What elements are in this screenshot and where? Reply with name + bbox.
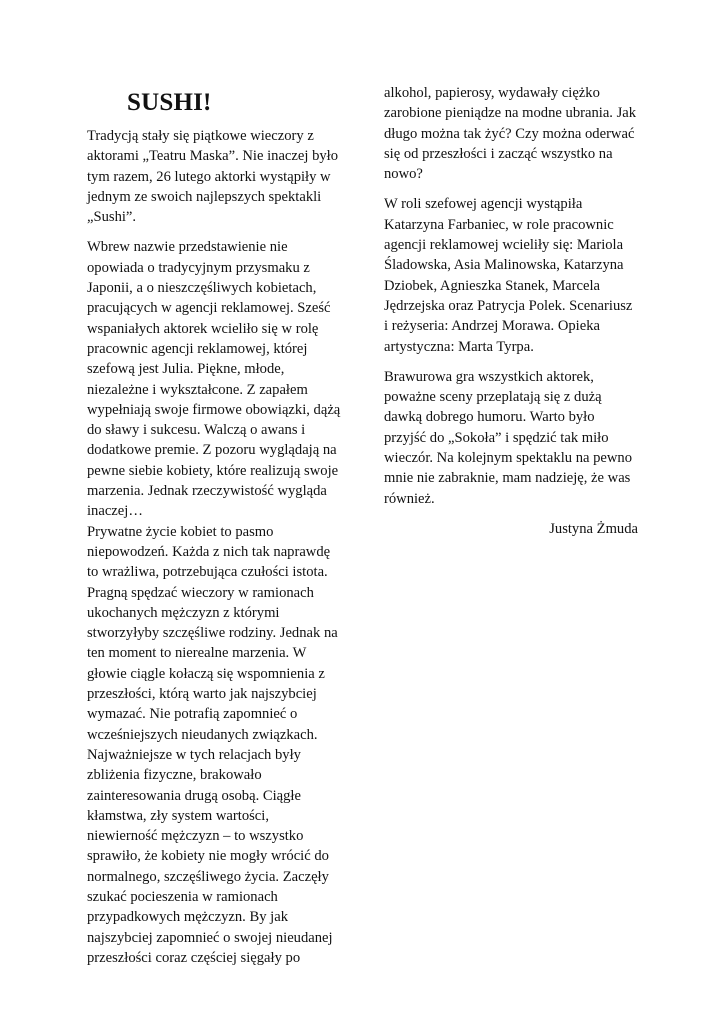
paragraph-intro: Tradycją stały się piątkowe wieczory z aktorami „Teatru Maska”. Nie inaczej było tym razem, 26 lutego aktorki wystąpiły w jednym ze swoich najlepszych spektakli „Sushi”. [87, 128, 339, 226]
paragraph-private-life: Prywatne życie kobiet to pasmo niepowodzeń. Każda z nich tak naprawdę to wrażliwa, potrzebująca czułości istota. Pragną spędzać wieczory w ramionach ukochanych mężczyzn z którymi stworzyłyby szczęśliwe rodziny. Jednak na ten moment to nierealne marzenia. W głowie ciągle kołaczą się wspomnienia z przeszłości, którą warto jak najszybciej wymazać. Nie potrafią zapomnieć o wcześniejszych nieudanych związkach. Najważniejsze w tych relacjach były zbliżenia fizyczne, brakowało zainteresowania drugą osobą. Ciągłe kłamstwa, zły system wartości, niewierność mężczyzn – to wszystko sprawiło, że kobiety nie mogły wrócić do normalnego, szczęśliwego życia. Zaczęły szukać pocieszenia w ramionach przypadkowych mężczyzn. By jak najszybciej zapomnieć o swojej nieudanej przeszłości coraz częściej sięgały po [87, 523, 338, 966]
paragraph-plot: Wbrew nazwie przedstawienie nie opowiada o tradycyjnym przysmaku z Japonii, a o nieszczęśliwych kobietach, pracujących w agencji reklamowej. Sześć wspaniałych aktorek wcieliło się w rolę pracownic agencji reklamowej, której szefową jest Julia. Piękne, młode, niezależne i wykształcone. Z zapałem wypełniają swoje firmowe obowiązki, dążą do sławy i sukcesu. Walczą o awans i dodatkowe premie. Z pozoru wyglądają na pewne siebie kobiety, które realizują swoje marzenia. Jednak rzeczywistość wygląda inaczej… [87, 239, 341, 520]
paragraph-review: Brawurowa gra wszystkich aktorek, poważne sceny przeplatają się z dużą dawką dobrego humoru. Warto było przyjść do „Sokoła” i spędzić tak miło wieczór. Na kolejnym spektaklu na pewno mnie nie zabraknie, mam nadzieję, że was również. [384, 368, 633, 507]
paragraph-cast: W roli szefowej agencji wystąpiła Katarzyna Farbaniec, w role pracownic agencji reklamowej wcieliły się: Mariola Śladowska, Asia Malinowska, Katarzyna Dziobek, Agnieszka Stanek, Marcela Jędrzejska oraz Patrycja Polek. Scenariusz i reżyseria: Andrzej Morawa. Opieka artystyczna: Marta Tyrpa. [384, 196, 633, 355]
left-column [87, 88, 355, 968]
paragraph-continuation: alkohol, papierosy, wydawały ciężko zarobione pieniądze na modne ubrania. Jak długo można tak żyć? Czy można oderwać się od przeszłości i zacząć wszystko na nowo? [384, 85, 637, 183]
author-signature: Justyna Żmuda [549, 520, 638, 537]
right-column [384, 83, 646, 539]
article-title: SUSHI! [127, 89, 212, 116]
